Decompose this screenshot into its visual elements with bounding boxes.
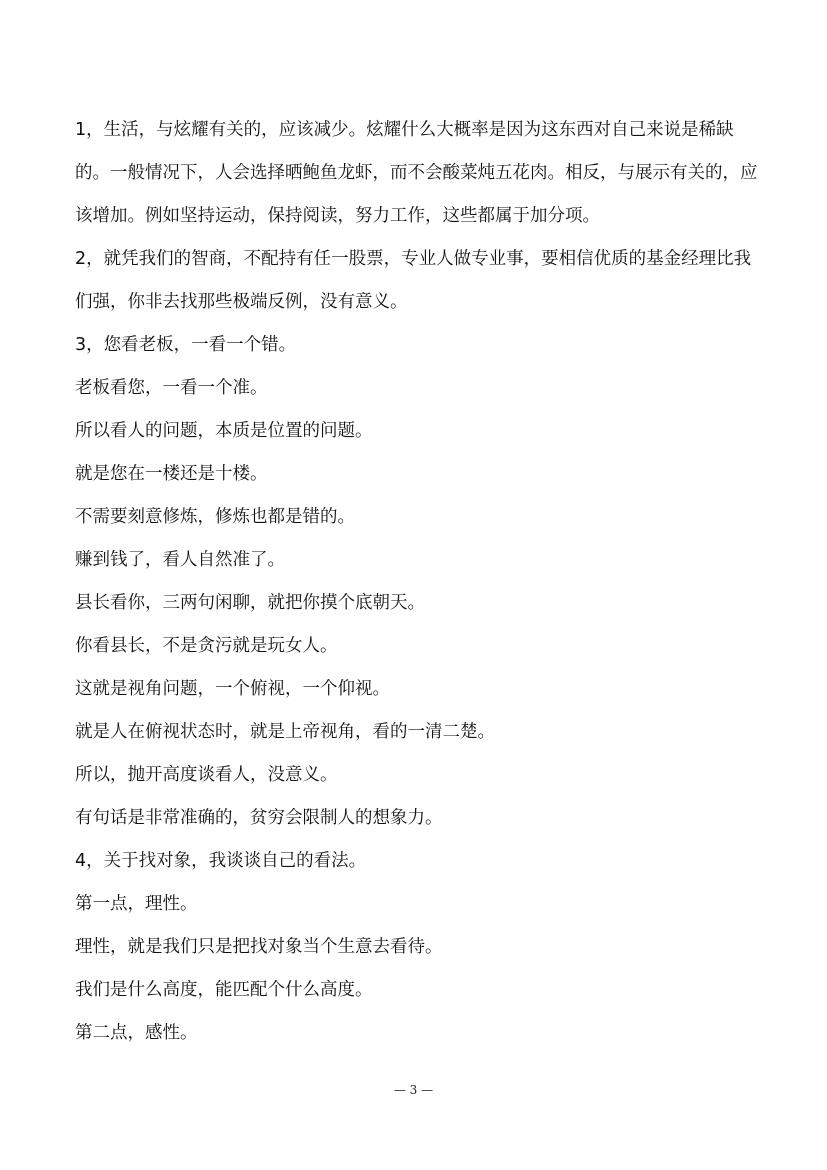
paragraph-10: 你看县长，不是贪污就是玩女人。 [75, 636, 338, 656]
paragraph-1: 1，生活，与炫耀有关的，应该减少。炫耀什么大概率是因为这东西对自己来说是稀缺的。一般情况下，人会选择晒鲍鱼龙虾，而不会酸菜炖五花肉。相反，与展示有关的，应该增加。例如坚持运动，保持阅读，努力工作，这些都属于加分项。 [75, 120, 758, 226]
paragraph-13: 所以，抛开高度谈看人，没意义。 [75, 765, 338, 785]
paragraph-16: 第一点，理性。 [75, 894, 198, 914]
paragraph-11: 这就是视角问题，一个俯视，一个仰视。 [75, 679, 390, 699]
paragraph-17: 理性，就是我们只是把找对象当个生意去看待。 [75, 937, 443, 957]
paragraph-15: 4，关于找对象，我谈谈自己的看法。 [75, 851, 367, 871]
document-body [75, 109, 765, 1055]
paragraph-3: 3，您看老板，一看一个错。 [75, 335, 297, 355]
paragraph-19: 第二点，感性。 [75, 1023, 198, 1043]
paragraph-14: 有句话是非常准确的，贫穷会限制人的想象力。 [75, 808, 443, 828]
paragraph-8: 赚到钱了，看人自然准了。 [75, 550, 285, 570]
paragraph-12: 就是人在俯视状态时，就是上帝视角，看的一清二楚。 [75, 722, 495, 742]
paragraph-2: 2，就凭我们的智商，不配持有任一股票，专业人做专业事，要相信优质的基金经理比我们强，你非去找那些极端反例，没有意义。 [75, 249, 752, 312]
paragraph-5: 所以看人的问题，本质是位置的问题。 [75, 421, 373, 441]
paragraph-4: 老板看您，一看一个准。 [75, 378, 268, 398]
paragraph-9: 县长看你，三两句闲聊，就把你摸个底朝天。 [75, 593, 425, 613]
paragraph-6: 就是您在一楼还是十楼。 [75, 464, 268, 484]
paragraph-18: 我们是什么高度，能匹配个什么高度。 [75, 980, 373, 1000]
page-number: — 3 — [393, 1083, 434, 1097]
paragraph-7: 不需要刻意修炼，修炼也都是错的。 [75, 507, 355, 527]
